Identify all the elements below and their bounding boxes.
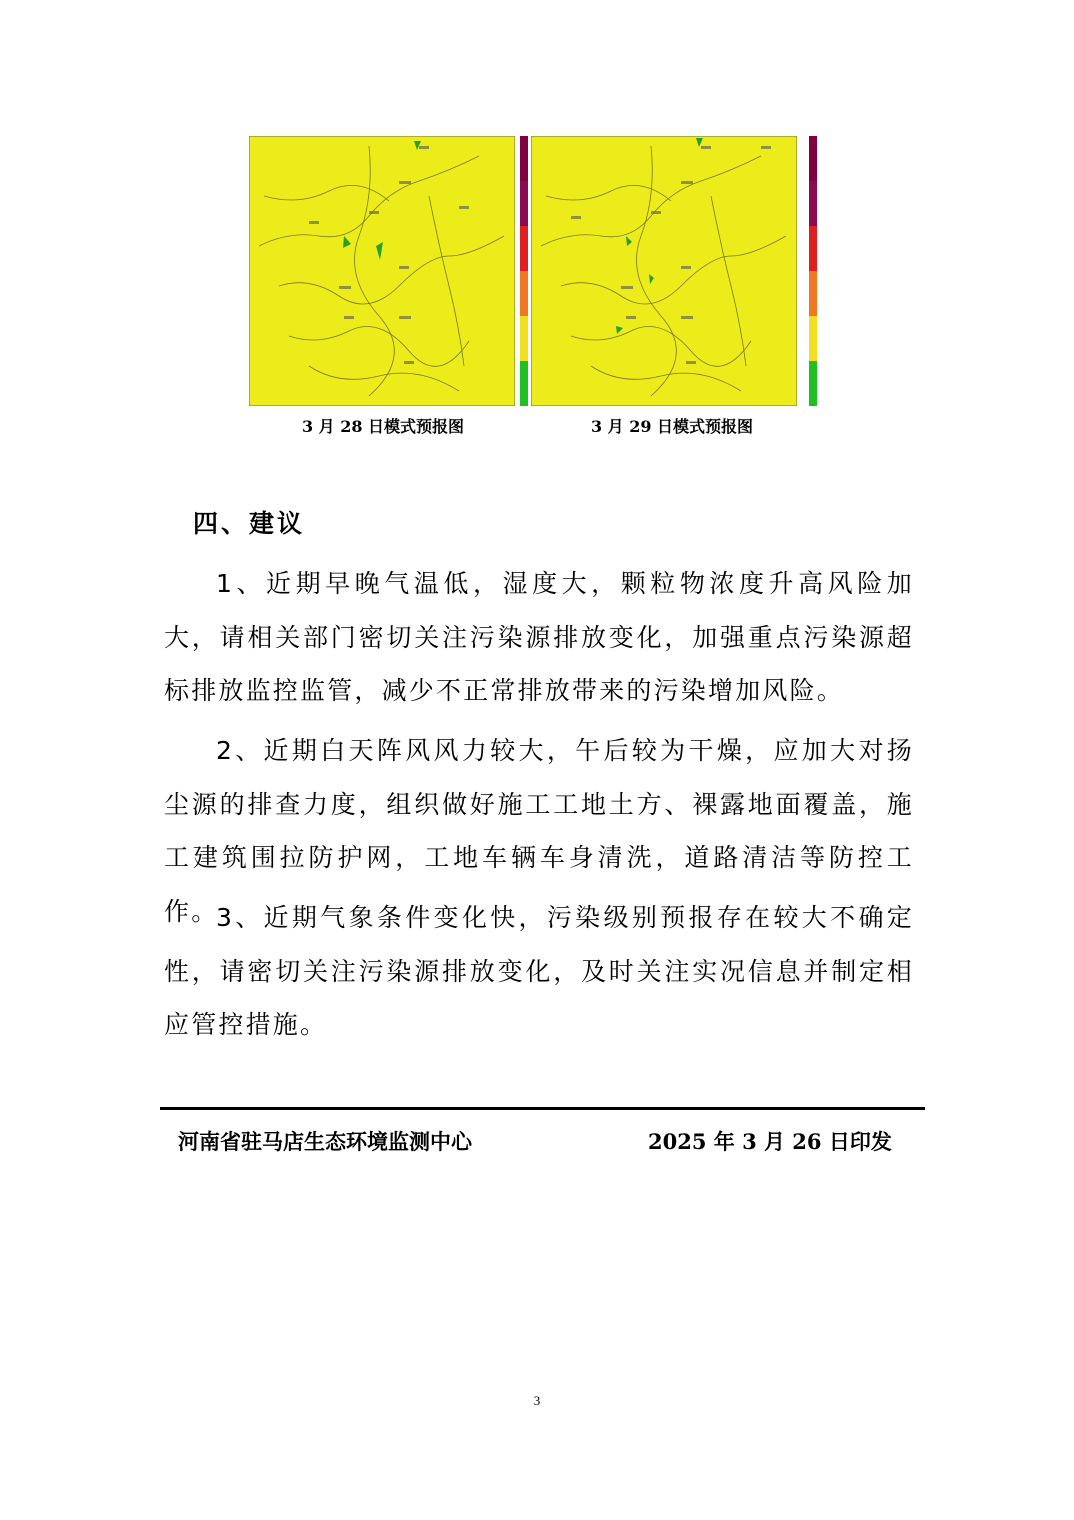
- issuing-organization: 河南省驻马店生态环境监测中心: [178, 1129, 472, 1154]
- forecast-map-image: [531, 136, 797, 406]
- footer-divider: [160, 1107, 925, 1110]
- paragraph: 2、近期白天阵风风力较大，午后较为干燥，应加大对扬尘源的排查力度，组织做好施工工地土方、裸露地面覆盖，施工建筑围拉防护网，工地车辆车身清洗，道路清洁等防控工作。: [164, 736, 914, 926]
- figure-caption: 3 月 29 日模式预报图: [590, 417, 754, 436]
- page-number: 3: [533, 1393, 541, 1408]
- forecast-map-0329: [531, 136, 797, 406]
- issue-date: 2025 年 3 月 26 日印发: [648, 1129, 892, 1154]
- color-scale-bar: [809, 136, 817, 406]
- figure-caption: 3 月 28 日模式预报图: [301, 417, 465, 436]
- paragraph: 1、近期早晚气温低，湿度大，颗粒物浓度升高风险加大，请相关部门密切关注污染源排放变化，加强重点污染源超标排放监控监管，减少不正常排放带来的污染增加风险。: [164, 569, 914, 705]
- forecast-map-0328: [249, 136, 515, 406]
- forecast-map-image: [249, 136, 515, 406]
- paragraph: 3、近期气象条件变化快，污染级别预报存在较大不确定性，请密切关注污染源排放变化，及时关注实况信息并制定相应管控措施。: [164, 903, 914, 1039]
- color-scale-bar: [520, 136, 528, 406]
- section-heading: 四、建议: [193, 509, 306, 538]
